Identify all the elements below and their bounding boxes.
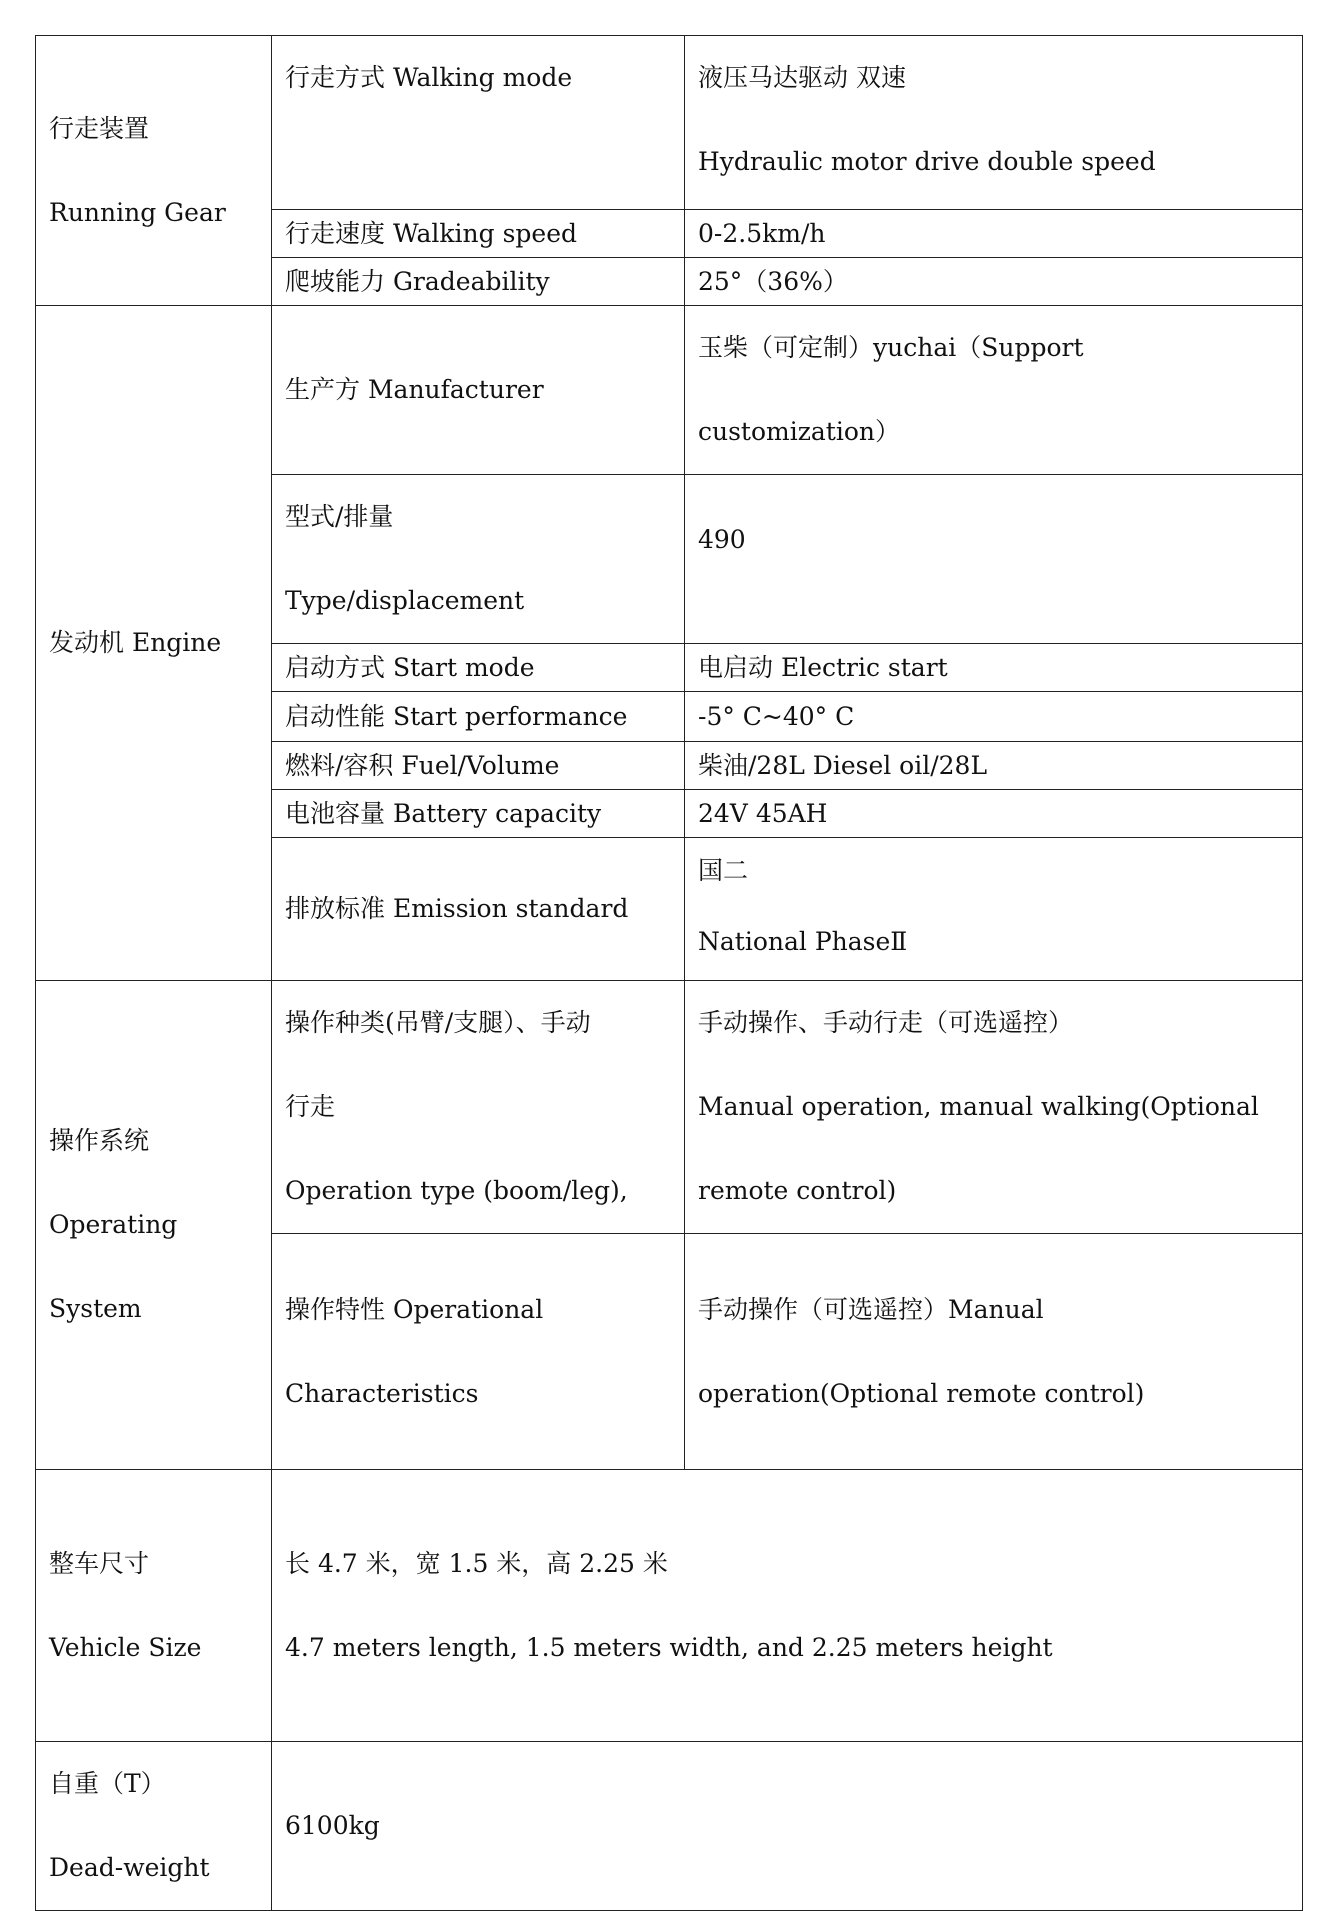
spec-value-line: 手动操作（可选遥控）Manual: [698, 1294, 1044, 1324]
spec-label: 电池容量 Battery capacity: [285, 798, 602, 828]
spec-value-line: Hydraulic motor drive double speed: [698, 147, 1156, 176]
spec-label-cell: [272, 838, 685, 981]
spec-label-line: Characteristics: [285, 1378, 479, 1408]
spec-value-cell: [685, 838, 1303, 981]
spec-label-cell: [272, 210, 685, 258]
spec-value-line: 国二: [698, 856, 749, 885]
category-label-en: System: [49, 1294, 142, 1323]
spec-label-line: 操作特性 Operational: [285, 1294, 544, 1324]
spec-label: 行走方式 Walking mode: [285, 63, 573, 92]
spec-value-line: 电启动 Electric start: [698, 652, 948, 682]
spec-label-cell: [272, 790, 685, 838]
spec-label-cell: [272, 475, 685, 644]
spec-value-line: Manual operation, manual walking(Optional: [698, 1092, 1259, 1121]
spec-value-cell: [685, 742, 1303, 790]
spec-value-cell: [272, 1470, 1303, 1742]
category-cell-engine: [36, 306, 272, 981]
spec-table: [35, 35, 1303, 1911]
spec-label-cell: [272, 258, 685, 306]
table-row: [36, 306, 1303, 475]
category-label-zh: 行走装置: [49, 113, 150, 143]
table-row: [36, 1470, 1303, 1742]
category-cell-operating-system: [36, 981, 272, 1470]
spec-label-cell: [272, 692, 685, 742]
table-row: [36, 36, 1303, 210]
spec-label-cell: [272, 306, 685, 475]
spec-value-cell: [685, 692, 1303, 742]
category-label-en: Vehicle Size: [49, 1632, 202, 1662]
spec-value-line: customization）: [698, 417, 901, 446]
spec-value-line: 柴油/28L Diesel oil/28L: [698, 750, 988, 780]
spec-value-cell: [685, 644, 1303, 692]
spec-value-line: 24V 45AH: [698, 798, 828, 828]
spec-label-line: 行走: [285, 1092, 336, 1121]
category-label-zh: 整车尺寸: [49, 1548, 150, 1578]
spec-label: 排放标准 Emission standard: [285, 894, 629, 923]
category-cell-running-gear: [36, 36, 272, 306]
spec-value-line: 长 4.7 米，宽 1.5 米，高 2.25 米: [285, 1548, 668, 1578]
category-label-zh: 操作系统: [49, 1126, 150, 1155]
spec-value-line: remote control): [698, 1176, 897, 1205]
spec-label-cell: [272, 1234, 685, 1470]
spec-label-line: 型式/排量: [285, 502, 394, 531]
spec-value-line: operation(Optional remote control): [698, 1378, 1145, 1408]
table-row: [36, 981, 1303, 1234]
spec-value-line: 25°（36%）: [698, 266, 848, 296]
category-cell-dead-weight: [36, 1742, 272, 1911]
spec-value-line: 0-2.5km/h: [698, 218, 826, 248]
spec-label: 启动方式 Start mode: [285, 652, 535, 682]
category-label-zh: 自重（T）: [49, 1769, 166, 1798]
spec-label-cell: [272, 981, 685, 1234]
spec-label-line: 操作种类(吊臂/支腿）、手动: [285, 1008, 591, 1037]
spec-value-cell: [685, 790, 1303, 838]
spec-value-line: 手动操作、手动行走（可选遥控）: [698, 1008, 1074, 1037]
spec-label-line: Type/displacement: [285, 586, 525, 615]
spec-label-line: Operation type (boom/leg),: [285, 1176, 628, 1205]
spec-value-line: 6100kg: [285, 1811, 380, 1840]
spec-value-cell: [685, 306, 1303, 475]
spec-label: 行走速度 Walking speed: [285, 218, 577, 248]
spec-label: 燃料/容积 Fuel/Volume: [285, 750, 560, 780]
spec-value-cell: [685, 258, 1303, 306]
spec-label-cell: [272, 644, 685, 692]
spec-label-cell: [272, 36, 685, 210]
category-label-en: Operating: [49, 1210, 178, 1239]
spec-value-line: 液压马达驱动 双速: [698, 63, 906, 92]
category-label: 发动机 Engine: [49, 628, 222, 657]
spec-value-line: 4.7 meters length, 1.5 meters width, and 2.25 meters height: [285, 1632, 1053, 1662]
spec-value-line: 490: [698, 525, 746, 554]
spec-value-cell: [685, 475, 1303, 644]
spec-value-cell: [272, 1742, 1303, 1911]
spec-value-line: -5° C~40° C: [698, 701, 855, 731]
category-label-en: Running Gear: [49, 197, 226, 227]
spec-value-line: National PhaseⅡ: [698, 927, 908, 956]
spec-label-cell: [272, 742, 685, 790]
category-label-en: Dead-weight: [49, 1853, 210, 1882]
spec-value-cell: [685, 36, 1303, 210]
spec-value-cell: [685, 1234, 1303, 1470]
spec-value-line: 玉柴（可定制）yuchai（Support: [698, 333, 1084, 362]
category-cell-vehicle-size: [36, 1470, 272, 1742]
spec-value-cell: [685, 981, 1303, 1234]
spec-label: 爬坡能力 Gradeability: [285, 266, 550, 296]
table-row: [36, 1742, 1303, 1911]
spec-label: 启动性能 Start performance: [285, 701, 628, 731]
spec-value-cell: [685, 210, 1303, 258]
spec-label: 生产方 Manufacturer: [285, 375, 544, 404]
